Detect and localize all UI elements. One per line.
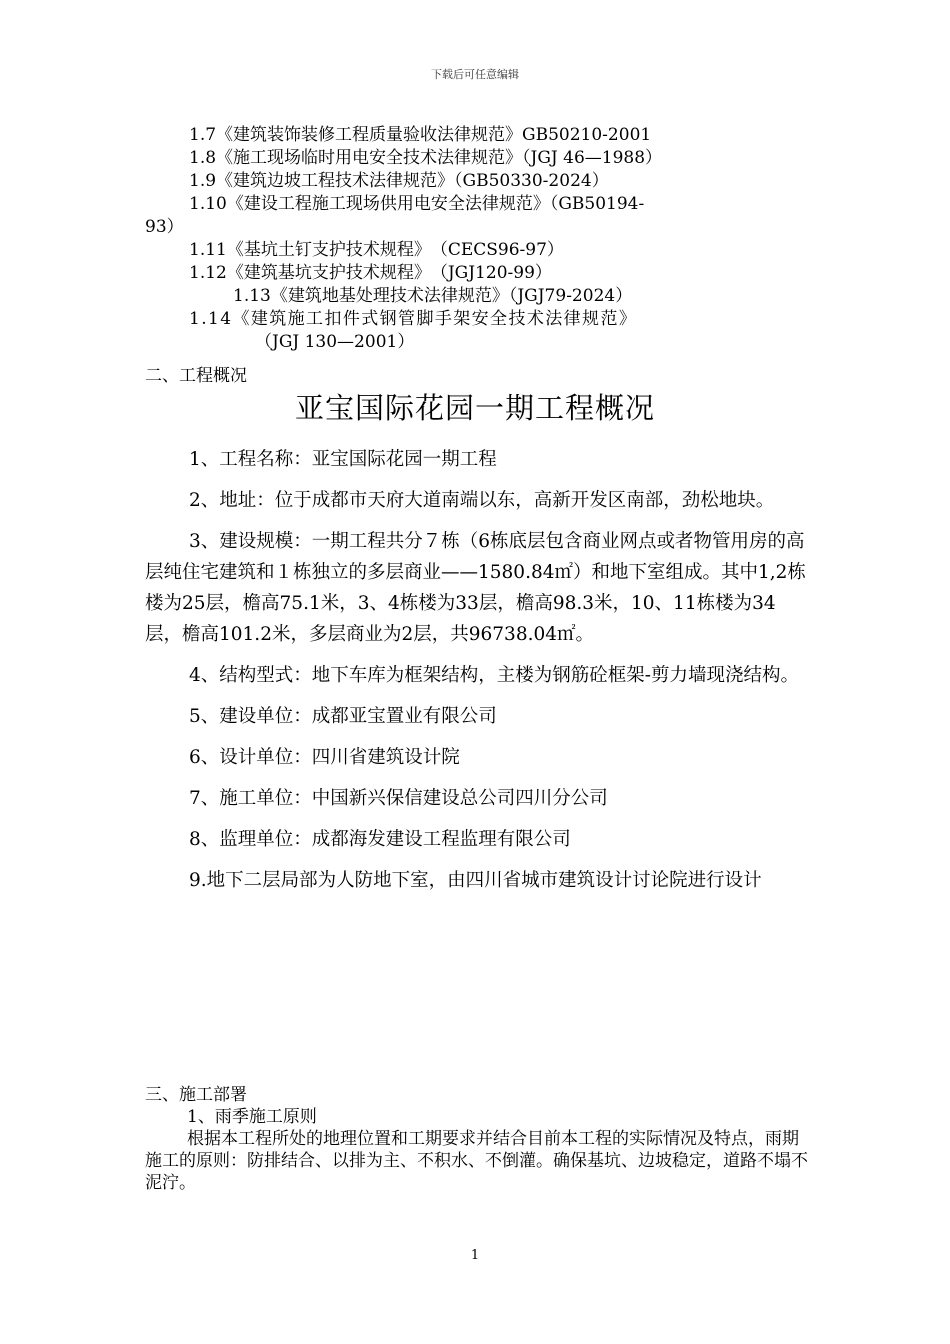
overview-item: 6、设计单位：四川省建筑设计院 bbox=[189, 747, 460, 768]
overview-item: 5、建设单位：成都亚宝置业有限公司 bbox=[189, 706, 497, 727]
document-title: 亚宝国际花园一期工程概况 bbox=[294, 391, 655, 425]
overview-item: 1、工程名称：亚宝国际花园一期工程 bbox=[189, 449, 497, 470]
reference-item-continuation: 93） bbox=[145, 217, 184, 237]
subsection-heading: 1、雨季施工原则 bbox=[187, 1107, 317, 1127]
reference-item: 1.8《施工现场临时用电安全技术法律规范》（JGJ 46—1988） bbox=[189, 148, 663, 168]
reference-list bbox=[145, 124, 810, 354]
overview-item: 8、监理单位：成都海发建设工程监理有限公司 bbox=[189, 829, 571, 850]
overview-item: 7、施工单位：中国新兴保信建设总公司四川分公司 bbox=[189, 788, 608, 809]
reference-item: 1.13《建筑地基处理技术法律规范》（JGJ79-2024） bbox=[233, 286, 633, 306]
page-number: 1 bbox=[470, 1248, 480, 1263]
reference-item: 1.10《建设工程施工现场供用电安全法律规范》（GB50194- bbox=[189, 194, 645, 214]
overview-item: 9.地下二层局部为人防地下室，由四川省城市建筑设计讨论院进行设计 bbox=[189, 870, 762, 891]
overview-item: 2、地址：位于成都市天府大道南端以东，高新开发区南部，劲松地块。 bbox=[189, 490, 775, 511]
reference-item: 1.12《建筑基坑支护技术规程》 （JGJ120-99） bbox=[189, 263, 552, 283]
reference-item: 1.11《基坑土钉支护技术规程》 （CECS96-97） bbox=[189, 240, 564, 260]
overview-item: 3、建设规模：一期工程共分７栋（6栋底层包含商业网点或者物管用房的高层纯住宅建筑和１栋独立的多层商业——1580.84㎡）和地下室组成。其中1,2栋楼为25层，檐高75.1米，3、4栋楼为33层，檐高98.3米，10、11栋楼为34层，檐高101.2米，多层商业为2层，共96738.04㎡。 bbox=[145, 531, 806, 645]
project-overview bbox=[145, 444, 810, 906]
paragraph: 根据本工程所处的地理位置和工期要求并结合目前本工程的实际情况及特点，雨期施工的原则：防排结合、以排为主、不积水、不倒灌。确保基坑、边坡稳定，道路不塌不泥泞。 bbox=[145, 1129, 808, 1193]
reference-item: 1.9《建筑边坡工程技术法律规范》（GB50330-2024） bbox=[189, 171, 609, 191]
reference-item: 1.14《建筑施工扣件式钢管脚手架安全技术法律规范》 bbox=[189, 309, 638, 329]
reference-item-continuation: （JGJ 130—2001） bbox=[255, 332, 415, 352]
construction-deployment bbox=[145, 1084, 810, 1194]
page-header: 下载后可任意编辑 bbox=[431, 68, 519, 81]
overview-item: 4、结构型式：地下车库为框架结构，主楼为钢筋砼框架-剪力墙现浇结构。 bbox=[189, 665, 800, 686]
section-heading: 二、工程概况 bbox=[145, 366, 247, 386]
reference-item: 1.7《建筑装饰装修工程质量验收法律规范》GB50210-2001 bbox=[189, 125, 652, 145]
section-heading: 三、施工部署 bbox=[145, 1085, 247, 1105]
